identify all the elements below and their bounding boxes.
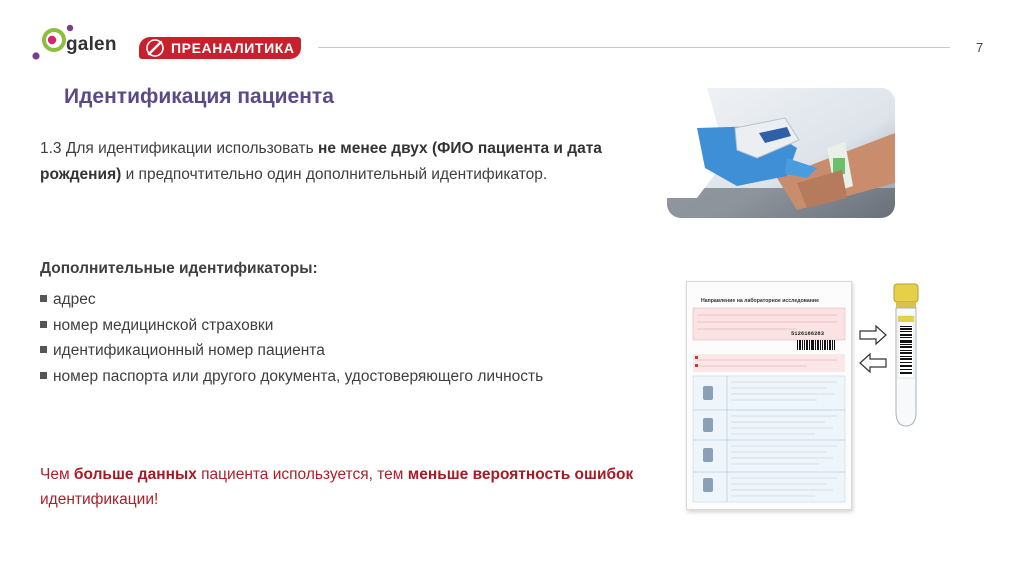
conclusion-part-3: идентификации! <box>40 491 159 508</box>
identification-rule <box>40 136 640 188</box>
list-item-text: номер медицинской страховки <box>53 316 274 334</box>
additional-ids-title: Дополнительные идентификаторы: <box>40 260 318 277</box>
bullet-icon <box>40 295 47 302</box>
barcode-icon <box>797 340 835 350</box>
rule-text-2: и предпочтительно один дополнительный идентификатор. <box>121 166 548 183</box>
transfer-arrows-icon <box>858 325 888 373</box>
barcode-number: 5126166283 <box>791 330 825 337</box>
pipette-icon <box>143 37 169 59</box>
header-divider <box>318 47 950 48</box>
bullet-icon <box>40 346 47 353</box>
wristband-scan-photo <box>667 88 895 218</box>
rule-bold: не менее двух (ФИО пациента и дата рождения) <box>40 140 602 183</box>
lab-referral-form-image <box>686 281 852 510</box>
list-item <box>40 313 543 339</box>
conclusion-bold-1: больше данных <box>73 466 197 483</box>
brand-text: ПРЕАНАЛИТИКА <box>171 40 295 56</box>
bullet-icon <box>40 372 47 379</box>
conclusion-text <box>40 462 660 512</box>
list-item-text: номер паспорта или другого документа, удостоверяющего личность <box>53 367 544 385</box>
test-tube-image <box>888 280 924 428</box>
additional-ids-list <box>40 287 543 389</box>
brand-badge <box>139 37 301 59</box>
rule-text-1: 1.3 Для идентификации использовать <box>40 140 318 157</box>
conclusion-bold-2: меньше вероятность ошибок <box>407 466 634 483</box>
list-item-text: идентификационный номер пациента <box>53 342 325 359</box>
list-item-text: адрес <box>53 291 96 308</box>
conclusion-part-1: Чем <box>40 466 74 483</box>
page-number: 7 <box>976 40 984 55</box>
slide-title: Идентификация пациента <box>64 85 334 108</box>
list-item <box>40 338 543 364</box>
form-title: Направление на лабораторное исследование <box>701 298 819 304</box>
logo-text: galen <box>66 34 117 55</box>
list-item <box>40 287 543 313</box>
list-item <box>40 364 543 390</box>
bullet-icon <box>40 321 47 328</box>
conclusion-part-2: пациента используется, тем <box>196 466 408 483</box>
